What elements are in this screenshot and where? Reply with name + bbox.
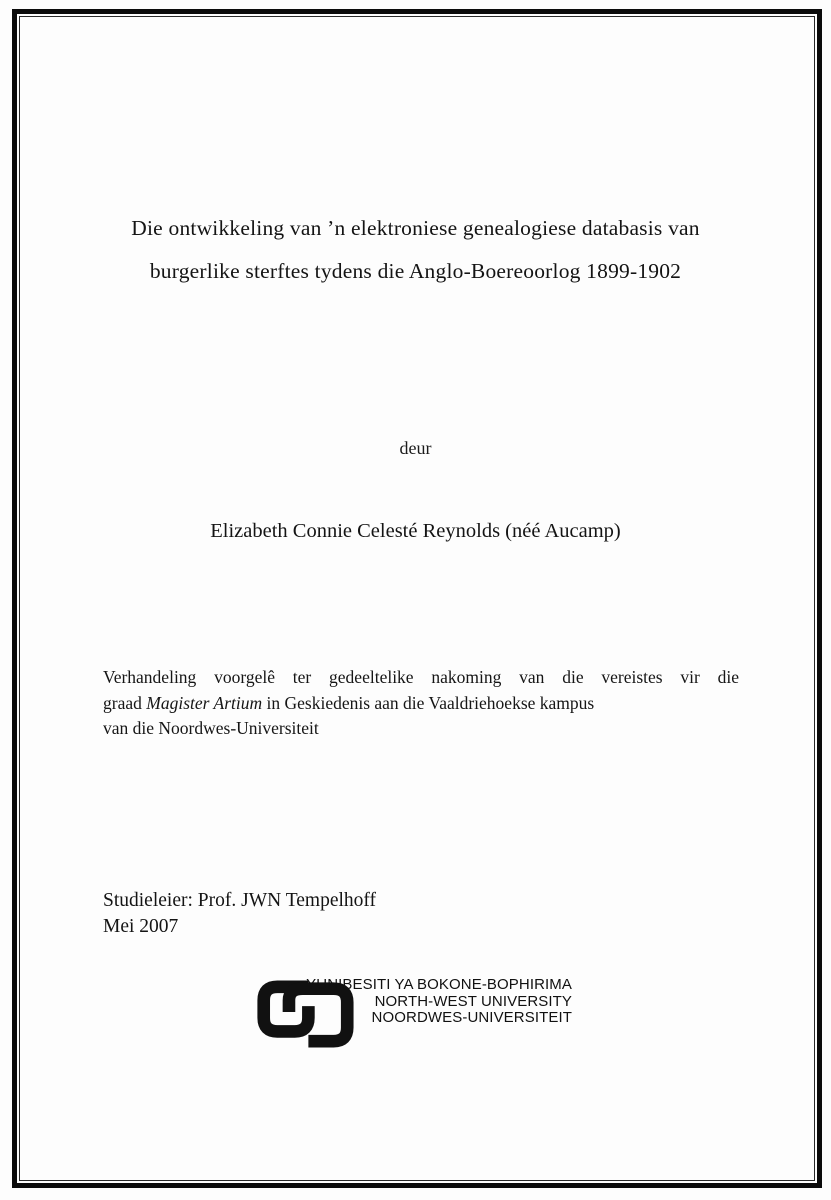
logo-line-afrikaans: NOORDWES-UNIVERSITEIT (371, 1009, 572, 1026)
logo-line-setswana: YUNIBESITI YA BOKONE-BOPHIRIMA (306, 976, 572, 993)
degree-statement-line2 (103, 691, 739, 717)
thesis-title-line2: burgerlike sterftes tydens die Anglo-Boereoorlog 1899-1902 (149, 259, 682, 283)
degree-statement-line2-prefix: graad (103, 692, 147, 713)
byline-deur: deur (399, 438, 432, 458)
date-line: Mei 2007 (103, 916, 179, 937)
supervisor-line: Studieleier: Prof. JWN Tempelhoff (103, 890, 377, 911)
thesis-title-line1: Die ontwikkeling van ’n elektroniese genealogiese databasis van (131, 216, 700, 240)
page-border-outer (12, 9, 822, 1188)
degree-statement (103, 665, 739, 742)
degree-statement-line1: Verhandeling voorgelê ter gedeeltelike nakoming van die vereistes vir die (103, 667, 739, 687)
logo-line-english: NORTH-WEST UNIVERSITY (374, 992, 572, 1010)
degree-statement-line3: van die Noordwes-Universiteit (103, 718, 319, 738)
thesis-title (0, 207, 831, 293)
supervisor-block (103, 888, 376, 940)
degree-statement-line2-suffix: in Geskiedenis aan die Vaaldriehoekse kampus (262, 692, 595, 713)
degree-name-italic: Magister Artium (146, 692, 263, 713)
page-border-inner (19, 16, 815, 1181)
author-name: Elizabeth Connie Celesté Reynolds (néé Aucamp) (210, 520, 621, 542)
